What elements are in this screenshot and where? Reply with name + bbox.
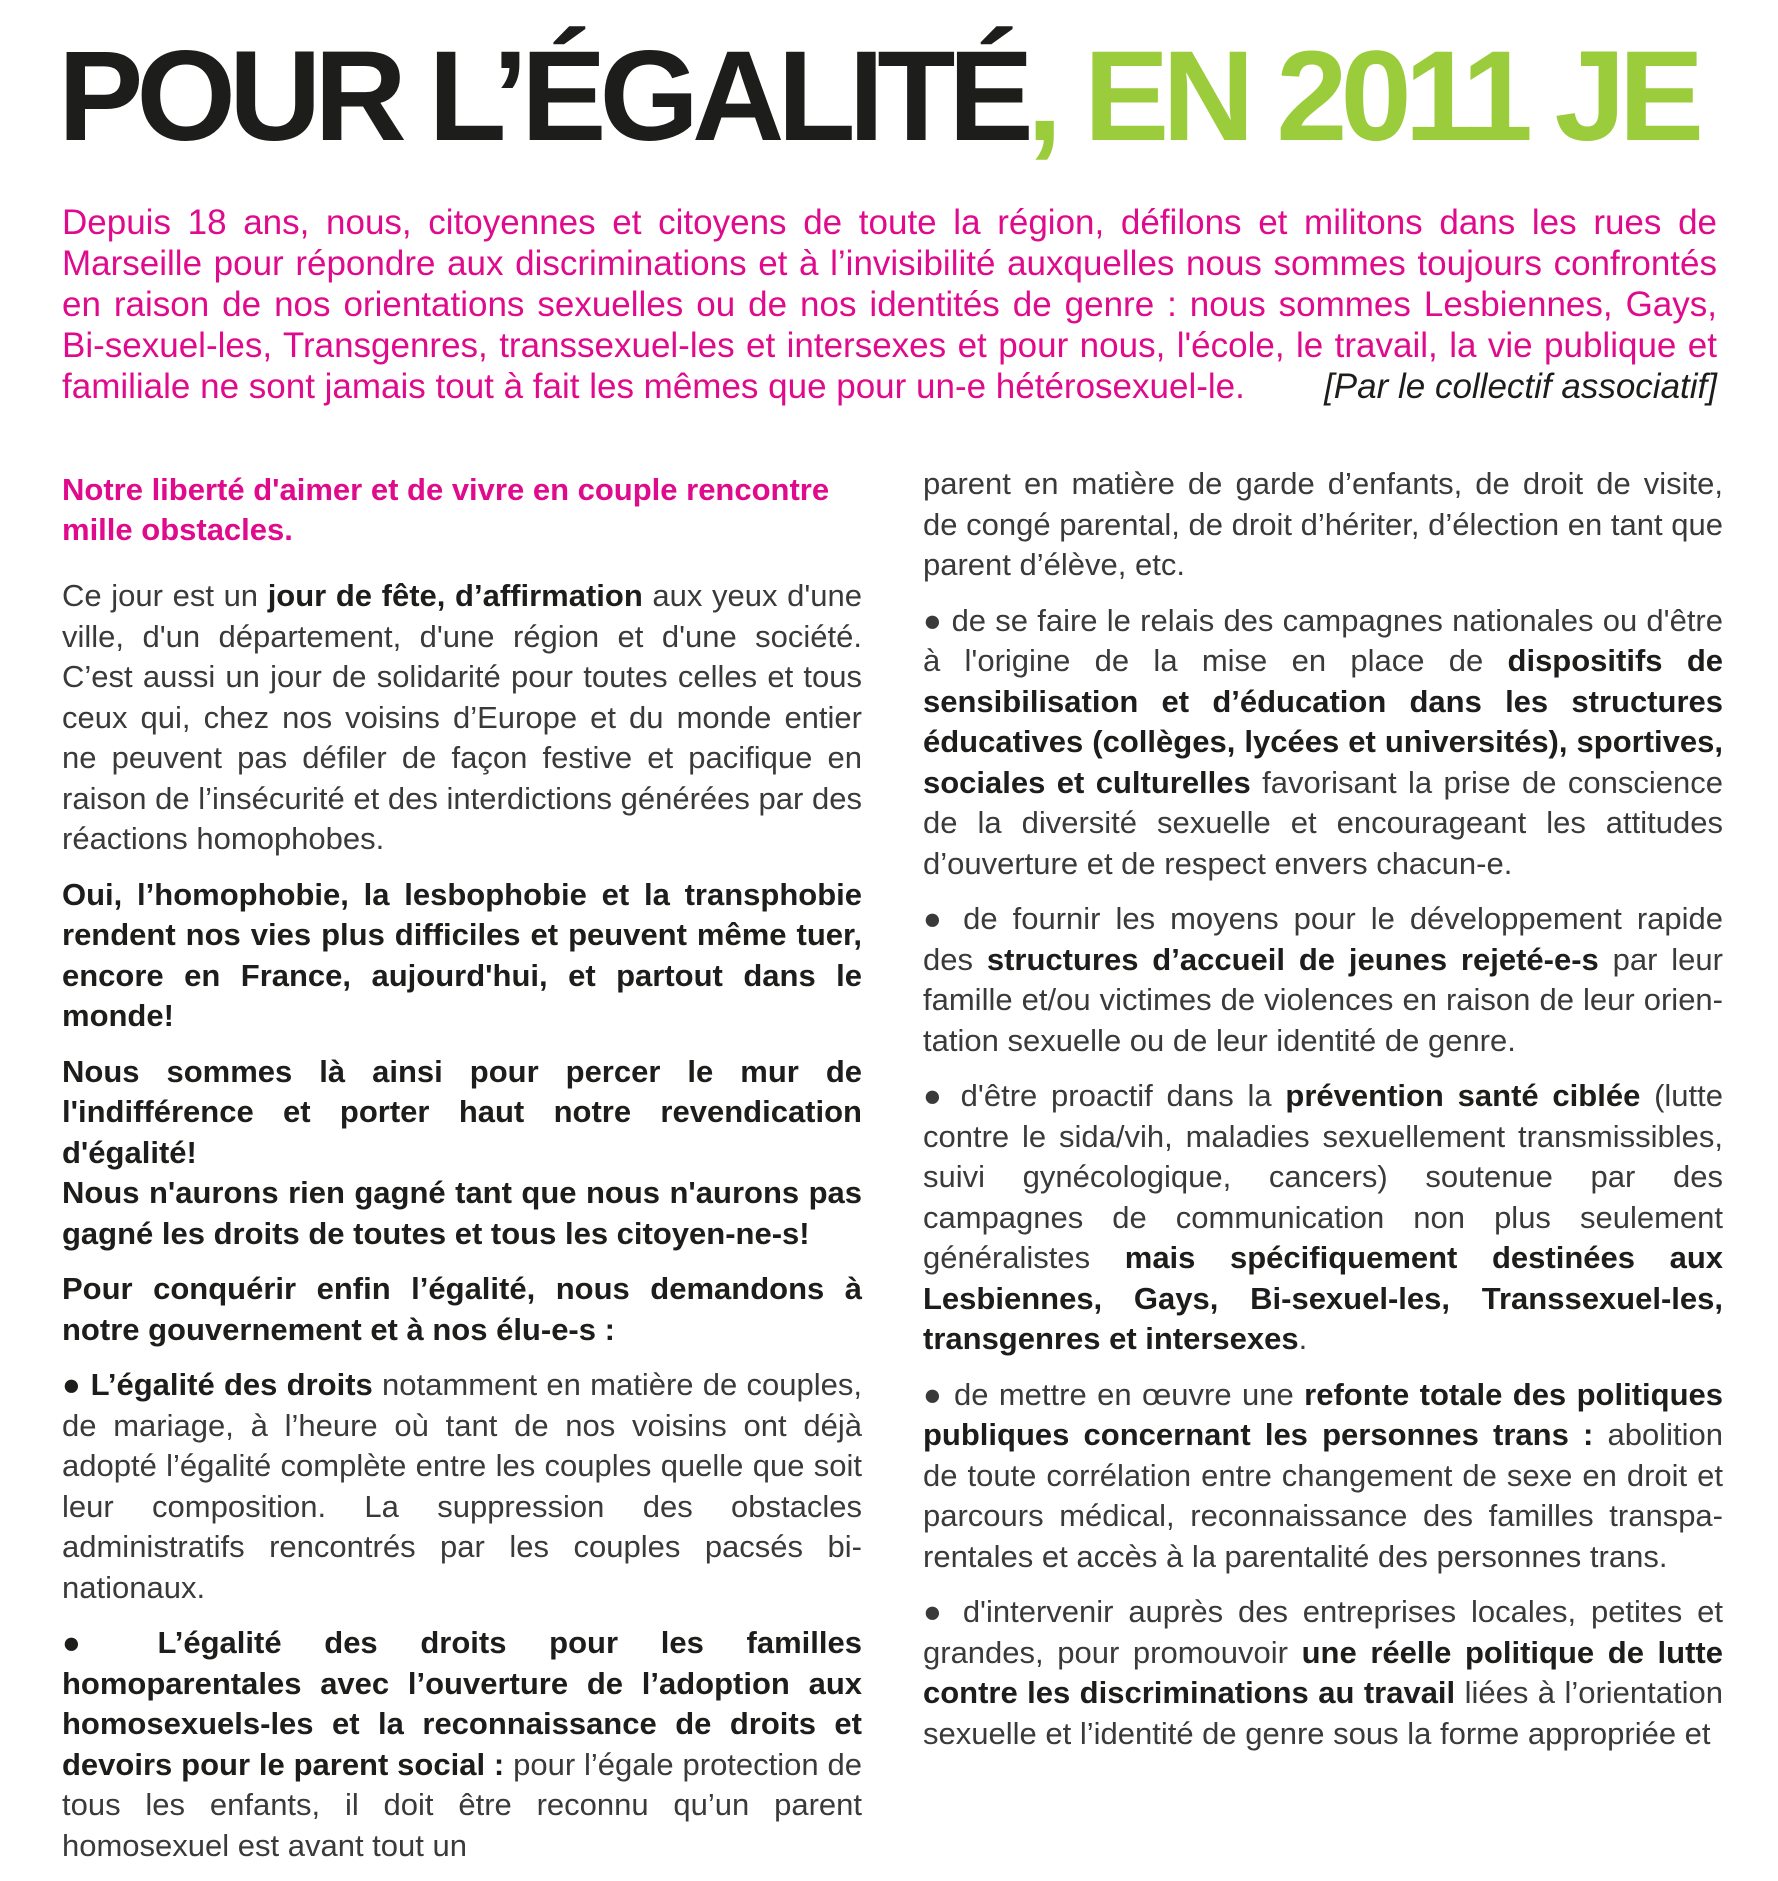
text: notamment en matière de couples, de mariage, à l’heure où tant de nos voisins ont déjà adopté l’égalité complète entre les couples quelle que soit leur composition. La suppression des obstacles administratifs rencontrés par les couples pacsés bi-nationaux. xyxy=(62,1367,863,1605)
text: liées à l’orientation sexuelle et l’identité de genre sous la forme appropriée et xyxy=(923,1675,1723,1751)
intro-paragraph xyxy=(62,202,1717,407)
list-item xyxy=(62,1623,862,1866)
bold-text: une réelle politique de lutte contre les discriminations au travail xyxy=(923,1634,1723,1710)
text: (lutte contre le sida/vih, maladies sexuellement transmissibles, suivi gynécologique, cancers) soutenue par des campagnes de communication non plus seulement généralistes xyxy=(923,1078,1724,1275)
right-column xyxy=(923,464,1723,1769)
bold-text: Pour conquérir enfin l’égalité, nous demandons à notre gouvernement et à nos élu-e-s : xyxy=(62,1271,862,1347)
list-item xyxy=(923,1375,1723,1578)
bold-text: Nous n'aurons rien gagné tant que nous n'aurons pas gagné les droits de toutes et tous les citoyen-ne-s! xyxy=(62,1175,862,1251)
bold-text: Oui, l’homophobie, la lesbophobie et la transphobie rendent nos vies plus difficiles et peuvent même tuer, encore en France, aujourd'hui, et partout dans le monde! xyxy=(62,876,862,1033)
text: ● d'intervenir auprès des entreprises locales, petites et grandes, pour promouvoir xyxy=(923,1594,1723,1670)
text: ● d'être proactif dans la xyxy=(923,1078,1286,1113)
text: ● de mettre en œuvre une xyxy=(923,1376,1305,1412)
list-item xyxy=(923,1592,1723,1754)
paragraph-indifference xyxy=(62,1052,862,1255)
text: . xyxy=(1298,1321,1308,1356)
bold-text: refonte totale des politiques publiques concernant les personnes trans : xyxy=(923,1376,1723,1452)
intro-text: Depuis 18 ans, nous, citoyennes et citoyens de toute la région, défilons et militons dans les rues de Marseille pour répondre aux discriminations et à l’invisibilité auxquelles nous sommes toujours confrontés en raison de nos orientations sexuelles ou de nos identités de genre : nous sommes Lesbiennes, Gays, Bi-sexuel-les, Transgenres, transsexuel-les et intersexes et pour nous, l'école, le travail, la vie publique et familiale ne sont jamais tout à fait les mêmes que pour un-e hétérosexuel-le. xyxy=(62,203,1717,406)
text: aux yeux d'une ville, d'un département, d'une région et d'une société. C’est aussi un jour de solidarité pour toutes celles et tous ceux qui, chez nos voisins d’Europe et du monde entier ne peuvent pas défiler de façon festive et pacifique en raison de l’insécurité et des interdictions générées par des réactions homophobes. xyxy=(62,578,863,856)
page-title xyxy=(58,22,1758,172)
bold-text: ● L’égalité des droits xyxy=(62,1367,373,1402)
text: favorisant la prise de conscience de la diversité sexuelle et encourageant les attitudes d’ouverture et de respect envers chacun-e. xyxy=(923,764,1723,881)
section-heading: Notre liberté d'aimer et de vivre en couple rencontre mille obstacles. xyxy=(62,472,830,547)
left-column xyxy=(62,470,862,1881)
text: ● de se faire le relais des campagnes nationales ou d'être à l'origine de la mise en place de xyxy=(923,602,1723,678)
paragraph-continuation xyxy=(923,464,1723,586)
bold-text: dispositifs de sensibilisation et d’éducation dans les structures éducatives (collèges, lycées et universités), sportives, sociales et culturelles xyxy=(923,643,1723,800)
bold-text: ● L’égalité des droits pour les familles homoparentales avec l’ouverture de l’adoption aux homosexuels-les et la reconnaissance de droits et devoirs pour le parent social : xyxy=(62,1625,862,1782)
bold-text: structures d’accueil de jeunes rejeté-e-s xyxy=(986,941,1599,977)
paragraph-fete xyxy=(62,576,862,860)
title-green-part: , EN 2011 JE xyxy=(1026,25,1698,168)
list-item xyxy=(62,1365,862,1608)
text: pour l’égale protection de tous les enfants, il doit être reconnu qu’un parent homosexuel est avant tout un xyxy=(62,1746,862,1863)
list-item xyxy=(923,601,1723,885)
paragraph-demandes xyxy=(62,1269,862,1350)
title-dark-part: POUR L’ÉGALITÉ xyxy=(58,25,1027,168)
text: abolition de toute corrélation entre changement de sexe en droit et parcours médical, reconnaissance des familles transpa-rentales et accès à la parentalité des personnes trans. xyxy=(923,1417,1723,1574)
paragraph-homophobie xyxy=(62,875,862,1037)
text: parent en matière de garde d’enfants, de droit de visite, de congé parental, de droit d’hériter, d’élection en tant que parent d’élève, etc. xyxy=(923,466,1723,582)
bold-text: jour de fête, d’affirmation xyxy=(267,578,643,613)
text: par leur famille et/ou victimes de violences en raison de leur orien-tation sexuelle ou de leur identité de genre. xyxy=(923,941,1723,1058)
bold-text: prévention santé ciblée xyxy=(1285,1078,1641,1113)
bold-text: mais spécifiquement destinées aux Lesbiennes, Gays, Bi-sexuel-les, Transsexuel-les, transgenres et intersexes xyxy=(923,1240,1723,1356)
list-item xyxy=(923,1076,1723,1360)
intro-credit: [Par le collectif associatif] xyxy=(1324,367,1717,406)
text: Ce jour est un xyxy=(62,578,268,613)
bold-text: Nous sommes là ainsi pour percer le mur de l'indifférence et porter haut notre revendication d'égalité! xyxy=(62,1053,862,1170)
text: ● de fournir les moyens pour le développement rapide des xyxy=(923,901,1723,977)
list-item xyxy=(923,899,1723,1061)
